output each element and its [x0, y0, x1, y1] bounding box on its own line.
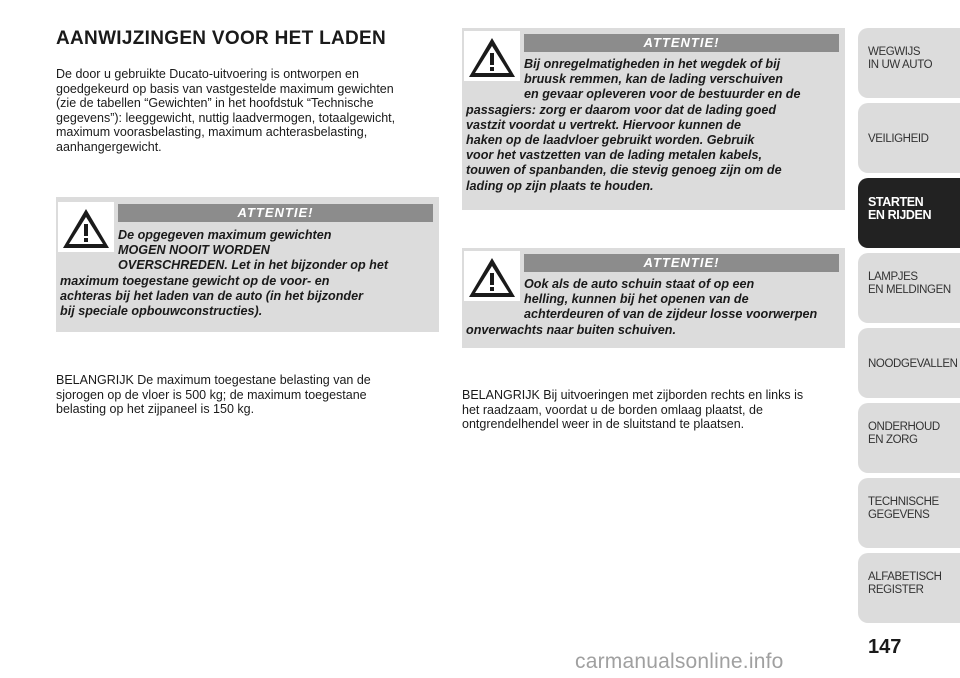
- warning-label-bar: ATTENTIE!: [524, 254, 839, 272]
- tab-noodgevallen[interactable]: NOODGEVALLEN: [858, 328, 960, 398]
- section-title: AANWIJZINGEN VOOR HET LADEN: [56, 28, 387, 49]
- tab-wegwijs[interactable]: WEGWIJS IN UW AUTO: [858, 28, 960, 98]
- tab-lampjes-en-meldingen[interactable]: LAMPJES EN MELDINGEN: [858, 253, 960, 323]
- note-anchor-points: BELANGRIJK De maximum toegestane belasting van de sjorogen op de vloer is 500 kg; de maximum toegestane belasting op het zijpaneel is 150 kg.: [56, 373, 371, 417]
- tab-starten-en-rijden[interactable]: STARTEN EN RIJDEN: [858, 178, 960, 248]
- tab-onderhoud-en-zorg[interactable]: ONDERHOUD EN ZORG: [858, 403, 960, 473]
- warning-box-load-limits: [56, 197, 439, 332]
- intro-paragraph: De door u gebruikte Ducato-uitvoering is ontworpen en goedgekeurd op basis van vastgestelde maximum gewichten (zie de tabellen “Gewichten” in het hoofdstuk “Technische gegevens”): leeggewicht, nuttig laadvermogen, totaalgewicht, maximum voorasbelasting, maximum achterasbelasting, aanhangergewicht.: [56, 67, 396, 154]
- note-side-panels: BELANGRIJK Bij uitvoeringen met zijborden rechts en links is het raadzaam, voordat u de borden omlaag plaatst, de ontgrendelhendel weer in de sluitstand te plaatsen.: [462, 388, 804, 432]
- warning-text: Ook als de auto schuin staat of op een helling, kunnen bij het openen van de achterdeuren of van de zijdeur losse voorwerpen onverwachts naar buiten schuiven.: [466, 277, 818, 337]
- warning-label-bar: ATTENTIE!: [118, 204, 433, 222]
- tab-alfabetisch-register[interactable]: ALFABETISCH REGISTER: [858, 553, 960, 623]
- watermark: carmanualsonline.info: [575, 650, 784, 673]
- page-number: 147: [868, 636, 902, 658]
- warning-text: De opgegeven maximum gewichten MOGEN NOOIT WORDEN OVERSCHREDEN. Let in het bijzonder op het maximum toegestane gewicht op de voor- en achteras bij het laden van de auto (in het bijzonder bij speciale opbouwconstructies).: [60, 228, 389, 319]
- warning-box-cargo-shift: [462, 28, 845, 210]
- warning-text: Bij onregelmatigheden in het wegdek of bij bruusk remmen, kan de lading verschuiven en gevaar opleveren voor de bestuurder en de passagiers: zorg er daarom voor dat de lading goed vastzit voordat u vertrekt. Hiervoor kunnen de haken op de laadvloer gebruikt worden. Gebruik voor het vastzetten van de lading metalen kabels, touwen of spanbanden, die stevig genoeg zijn om de lading op zijn plaats te houden.: [466, 57, 801, 193]
- warning-label-bar: ATTENTIE!: [524, 34, 839, 52]
- warning-box-doors-slope: [462, 248, 845, 348]
- tab-technische-gegevens[interactable]: TECHNISCHE GEGEVENS: [858, 478, 960, 548]
- tab-veiligheid[interactable]: VEILIGHEID: [858, 103, 960, 173]
